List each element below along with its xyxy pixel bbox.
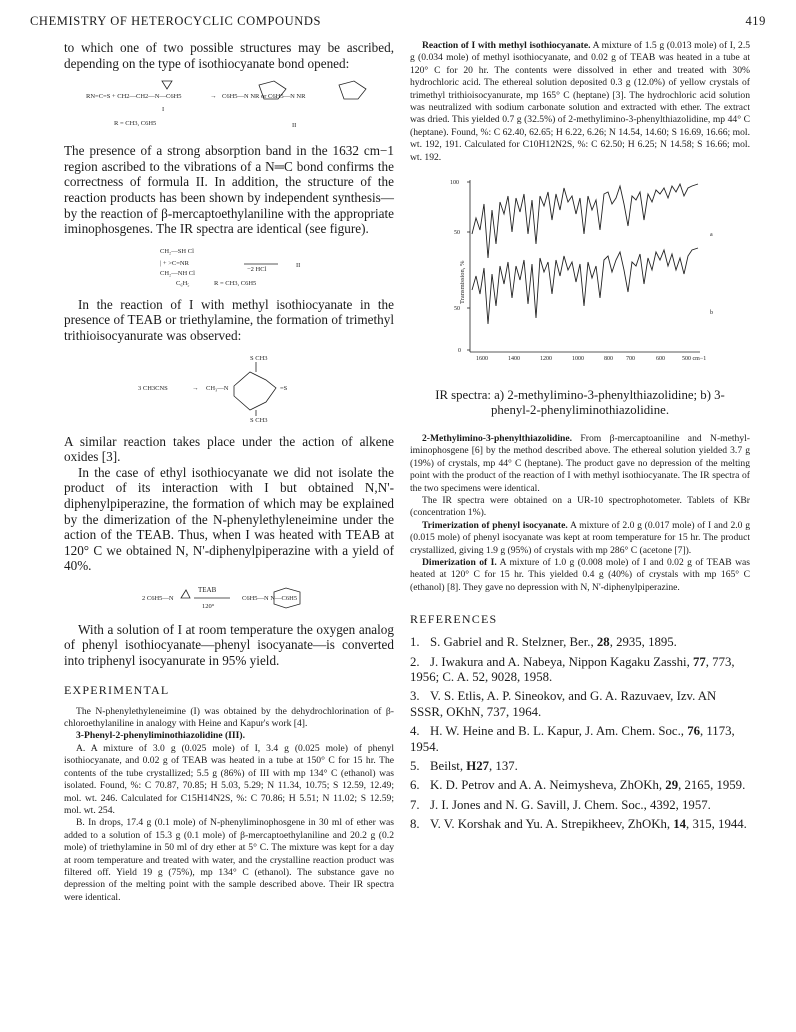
paragraph-methyl-reaction: In the reaction of I with methyl isothiocyanate in the presence of TEAB or triethylamine, the formation of trimethyl trithioisocyanurate was observed: xyxy=(64,296,394,343)
ir-trace-b xyxy=(472,248,698,324)
svg-text:C₆H₅: C₆H₅ xyxy=(176,279,190,287)
reference-item: 6. K. D. Petrov and A. A. Neimysheva, ZhOKh, 29, 2165, 1959. xyxy=(410,778,746,793)
reference-item: 8. V. V. Korshak and Yu. A. Strepikheev, ZhOKh, 14, 315, 1944. xyxy=(410,817,747,832)
left-column xyxy=(64,40,394,904)
svg-text:CH₂—NH Cl: CH₂—NH Cl xyxy=(160,269,195,277)
scheme2-r-def: R = CH3, C6H5 xyxy=(214,279,257,287)
page-number: 419 xyxy=(745,14,766,28)
trimerization-title: Trimerization of phenyl isocyanate. xyxy=(422,519,568,531)
paragraph-ethyl: In the case of ethyl isothiocyanate we did not isolate the product of its interaction with I but obtained N,N'-diphenylpiperazine, the formation of which may be explained by the dimerization of the N-phenylethyleneimine under the action of the TEAB. Thus, when I was heated with TEAB at 120° C we obtained N, N'-diphenylpiperazine with a yield of 40%. xyxy=(64,464,394,574)
exp-paragraph-b: B. In drops, 17.4 g (0.1 mole) of N-phenyliminophosgene in 30 ml of ether was added to a solution of 15.3 g (0.1 mole) of β-mercaptoethylaniline and 20.2 g (0.2 mole) of triethylamine in 50 ml of dry ether at 5° C. The mixture was kept for a day at room temperature and treated with water, and the crystalline reaction product was filtered off. Yield 19 g (75%), mp 134° C (ethanol). The substance gave no depression of the melting point with the sample described above. Their IR spectra were identical. xyxy=(64,817,394,903)
ir-label-b: b xyxy=(710,310,713,317)
reference-item: 3. V. S. Etlis, A. P. Sineokov, and G. A. Razuvaev, Izv. AN SSSR, OKhN, 737, 1964. xyxy=(410,689,717,719)
scheme1-r-def: R = CH3, C6H5 xyxy=(114,120,157,128)
paragraph-isocyanate: With a solution of I at room temperature the oxygen analog of phenyl isothiocyanate—phenyl isocyanate—is converted into triphenyl isocyanurate in 95% yield. xyxy=(64,621,394,669)
reference-item: 4. H. W. Heine and B. L. Kapur, J. Am. Chem. Soc., 76, 1173, 1954. xyxy=(410,724,735,754)
methyl-reaction-text: A mixture of 1.5 g (0.013 mole) of I, 2.5 g (0.034 mole) of methyl isothiocyanate, and 0.02 g of TEAB was heated in a tube at 120° C for 20 hr. The contents were dissolved in ether and treated with 30% hydrochloric acid. The ethereal solution deposited 0.3 g (12.0%) of yellow crystals of trimethyl trithioisocyanurate, mp 165° C (heptane) [3]. The hydrochloric acid solution was neutralized with sodium carbonate solution and extracted with ether. The extract was dried. This yielded 0.7 g (32.5%) of 2-methylimino-3-phenylthiazolidine, mp 44° C (heptane). Found, %: C 62.40, 62.65; H 6.22, 6.26; N 14.54, 14.60; S 16.69, 16.66; mol. wt. 192, 191. Calculated for C10H12N2S, %: C 62.50; H 6.25; N 14.58; S 16.66; mol. wt. 192. xyxy=(410,40,751,163)
ir-xtick-700: 700 xyxy=(626,356,635,363)
journal-title: CHEMISTRY OF HETEROCYCLIC COMPOUNDS xyxy=(30,14,322,28)
paragraph-alkene-oxides: A similar reaction takes place under the action of alkene oxides [3]. xyxy=(64,433,394,465)
scheme1-products: C6H5—N NR or C6H5—N NR xyxy=(222,93,306,101)
svg-text:CH₂—SH Cl: CH₂—SH Cl xyxy=(160,247,194,255)
thiazolidine-title: 2-Methylimino-3-phenylthiazolidine. xyxy=(422,432,573,444)
ir-ytick-100: 100 xyxy=(450,180,459,187)
scheme3-top: S CH3 xyxy=(250,354,268,362)
ir-trace-a xyxy=(472,184,698,258)
reference-item: 7. J. I. Jones and N. G. Savill, J. Chem. Soc., 4392, 1957. xyxy=(410,797,711,812)
ir-ytick-50b: 50 xyxy=(454,306,460,313)
running-header xyxy=(30,14,766,32)
figure-caption: IR spectra: a) 2-methylimino-3-phenylthiazolidine; b) 3-phenyl-2-phenyliminothiazolidine. xyxy=(435,388,725,418)
ir-xtick-800: 800 xyxy=(604,356,613,363)
scheme4-condition-bottom: 120° xyxy=(202,602,215,610)
svg-text:→: → xyxy=(210,93,217,101)
reaction-scheme-3 xyxy=(64,350,394,428)
paragraph-intro: to which one of two possible structures may be ascribed, depending on the type of isothiocyanate bond opened: xyxy=(64,40,394,71)
dimerization-title: Dimerization of I. xyxy=(422,556,497,568)
svg-text:CH₃—N: CH₃—N xyxy=(206,384,229,392)
ir-ytick-50a: 50 xyxy=(454,230,460,237)
scheme4-product: C6H5—N N—C6H5 xyxy=(242,594,298,602)
ir-xtick-500: 500 cm−1 xyxy=(682,356,707,363)
references-title: REFERENCES xyxy=(410,612,498,627)
exp-paragraph-1: The N-phenylethyleneimine (I) was obtained by the dehydrochlorination of β-chloroethylaniline in analogy with Heine and Kapur's work [4]. xyxy=(64,705,394,730)
paragraph-ir-band: The presence of a strong absorption band in the 1632 cm−1 region ascribed to the vibrations of a N═C bond confirms the correctness of formula II. In addition, the structure of the reaction products has been shown by independent synthesis—by the reaction of β-mercaptoethylaniline with the appropriate iminophosgenes. The IR spectra are identical (see figure). xyxy=(64,143,394,237)
section-experimental-title: EXPERIMENTAL xyxy=(64,682,170,697)
ir-ytick-0: 0 xyxy=(458,348,461,355)
reference-item: 2. J. Iwakura and A. Nabeya, Nippon Kagaku Zasshi, 77, 773, 1956; C. A. 52, 9028, 1958. xyxy=(410,654,735,684)
scheme4-reactant: 2 C6H5—N xyxy=(142,594,174,602)
methyl-reaction-title: Reaction of I with methyl isothiocyanate. xyxy=(422,40,591,51)
scheme1-label-I: I xyxy=(162,106,165,114)
ir-label-a: a xyxy=(710,232,713,239)
trimerization-text: A mixture of 2.0 g (0.017 mole) of I and 2.0 g (0.015 mole) of phenyl isocyanate was kept at room temperature for 15 hr. The product crystallized, giving 1.9 g (95%) of crystals with mp 286° C (acetone [7]). xyxy=(410,519,751,556)
scheme1-label-II: II xyxy=(292,122,297,130)
ir-xtick-1000: 1000 xyxy=(572,356,584,363)
scheme2-hcl: −2 HCl xyxy=(247,265,267,273)
reference-list xyxy=(410,635,750,832)
scheme3-reactant: 3 CH3CNS xyxy=(138,384,168,392)
right-column xyxy=(410,40,750,837)
thiazolidine-text: From β-mercaptoaniline and N-methyl-iminophosgene [6] by the method described above. The ethereal solution yielded 3.7 g (19%) of crystals, mp 44° C (heptane). The product gave no depression of the melting point with the product of the reaction of I with methyl isothiocyanate. The IR spectra of the two specimens were identical. xyxy=(410,432,750,494)
ir-ylabel: Transmission, % xyxy=(459,260,466,305)
exp-subtitle: 3-Phenyl-2-phenyliminothiazolidine (III). xyxy=(76,730,245,742)
scheme1-reactants: RN=C=S + CH2—CH2—N—C6H5 xyxy=(86,93,182,101)
scheme3-bottom: S CH3 xyxy=(250,416,268,424)
svg-text:| + >C=NR: | + >C=NR xyxy=(160,259,189,267)
ir-xtick-1600: 1600 xyxy=(476,356,488,363)
reference-item: 1. S. Gabriel and R. Stelzner, Ber., 28, 2935, 1895. xyxy=(410,635,677,650)
svg-text:→: → xyxy=(192,384,199,392)
reaction-scheme-1 xyxy=(64,77,394,137)
reference-item: 5. Beilst, H27, 137. xyxy=(410,759,518,773)
ir-xtick-600: 600 xyxy=(656,356,665,363)
reaction-scheme-2 xyxy=(64,243,394,291)
ir-xtick-1200: 1200 xyxy=(540,356,552,363)
scheme2-label: II xyxy=(296,261,301,269)
ir-spectra-figure xyxy=(410,174,750,384)
exp-paragraph-a: A. A mixture of 3.0 g (0.025 mole) of I, 3.4 g (0.025 mole) of phenyl isothiocyanate, and 0.02 g of TEAB was heated in a tube at 150° C for 15 hr. The contents of the tube crystallized; 5.5 g (86%) of III with mp 134° C (ethanol) was isolated. Found, %: C 70.87, 70.85; H 5.03, 5.29; N 11.34, 10.75; S 12.59, 12.49; mol. wt. 246. Calculated for C15H14N2S, %: C 70.86; H 5.51; N 11.02; S 12.59; mol. wt. 254. xyxy=(64,742,394,816)
spectrophotometer-note: The IR spectra were obtained on a UR-10 spectrophotometer. Tablets of KBr (concentration 1%). xyxy=(410,494,750,519)
ir-xtick-1400: 1400 xyxy=(508,356,520,363)
dimerization-text: A mixture of 1.0 g (0.008 mole) of I and 0.02 g of TEAB was heated at 120° C for 15 hr. This yielded 0.4 g (40%) of crystals with mp 165° C (ethanol) [8]. They gave no depression with N, N'-diphenylpiperazine. xyxy=(410,556,750,593)
reaction-scheme-4 xyxy=(64,580,394,616)
scheme4-condition-top: TEAB xyxy=(198,585,217,594)
svg-text:=S: =S xyxy=(280,384,288,392)
